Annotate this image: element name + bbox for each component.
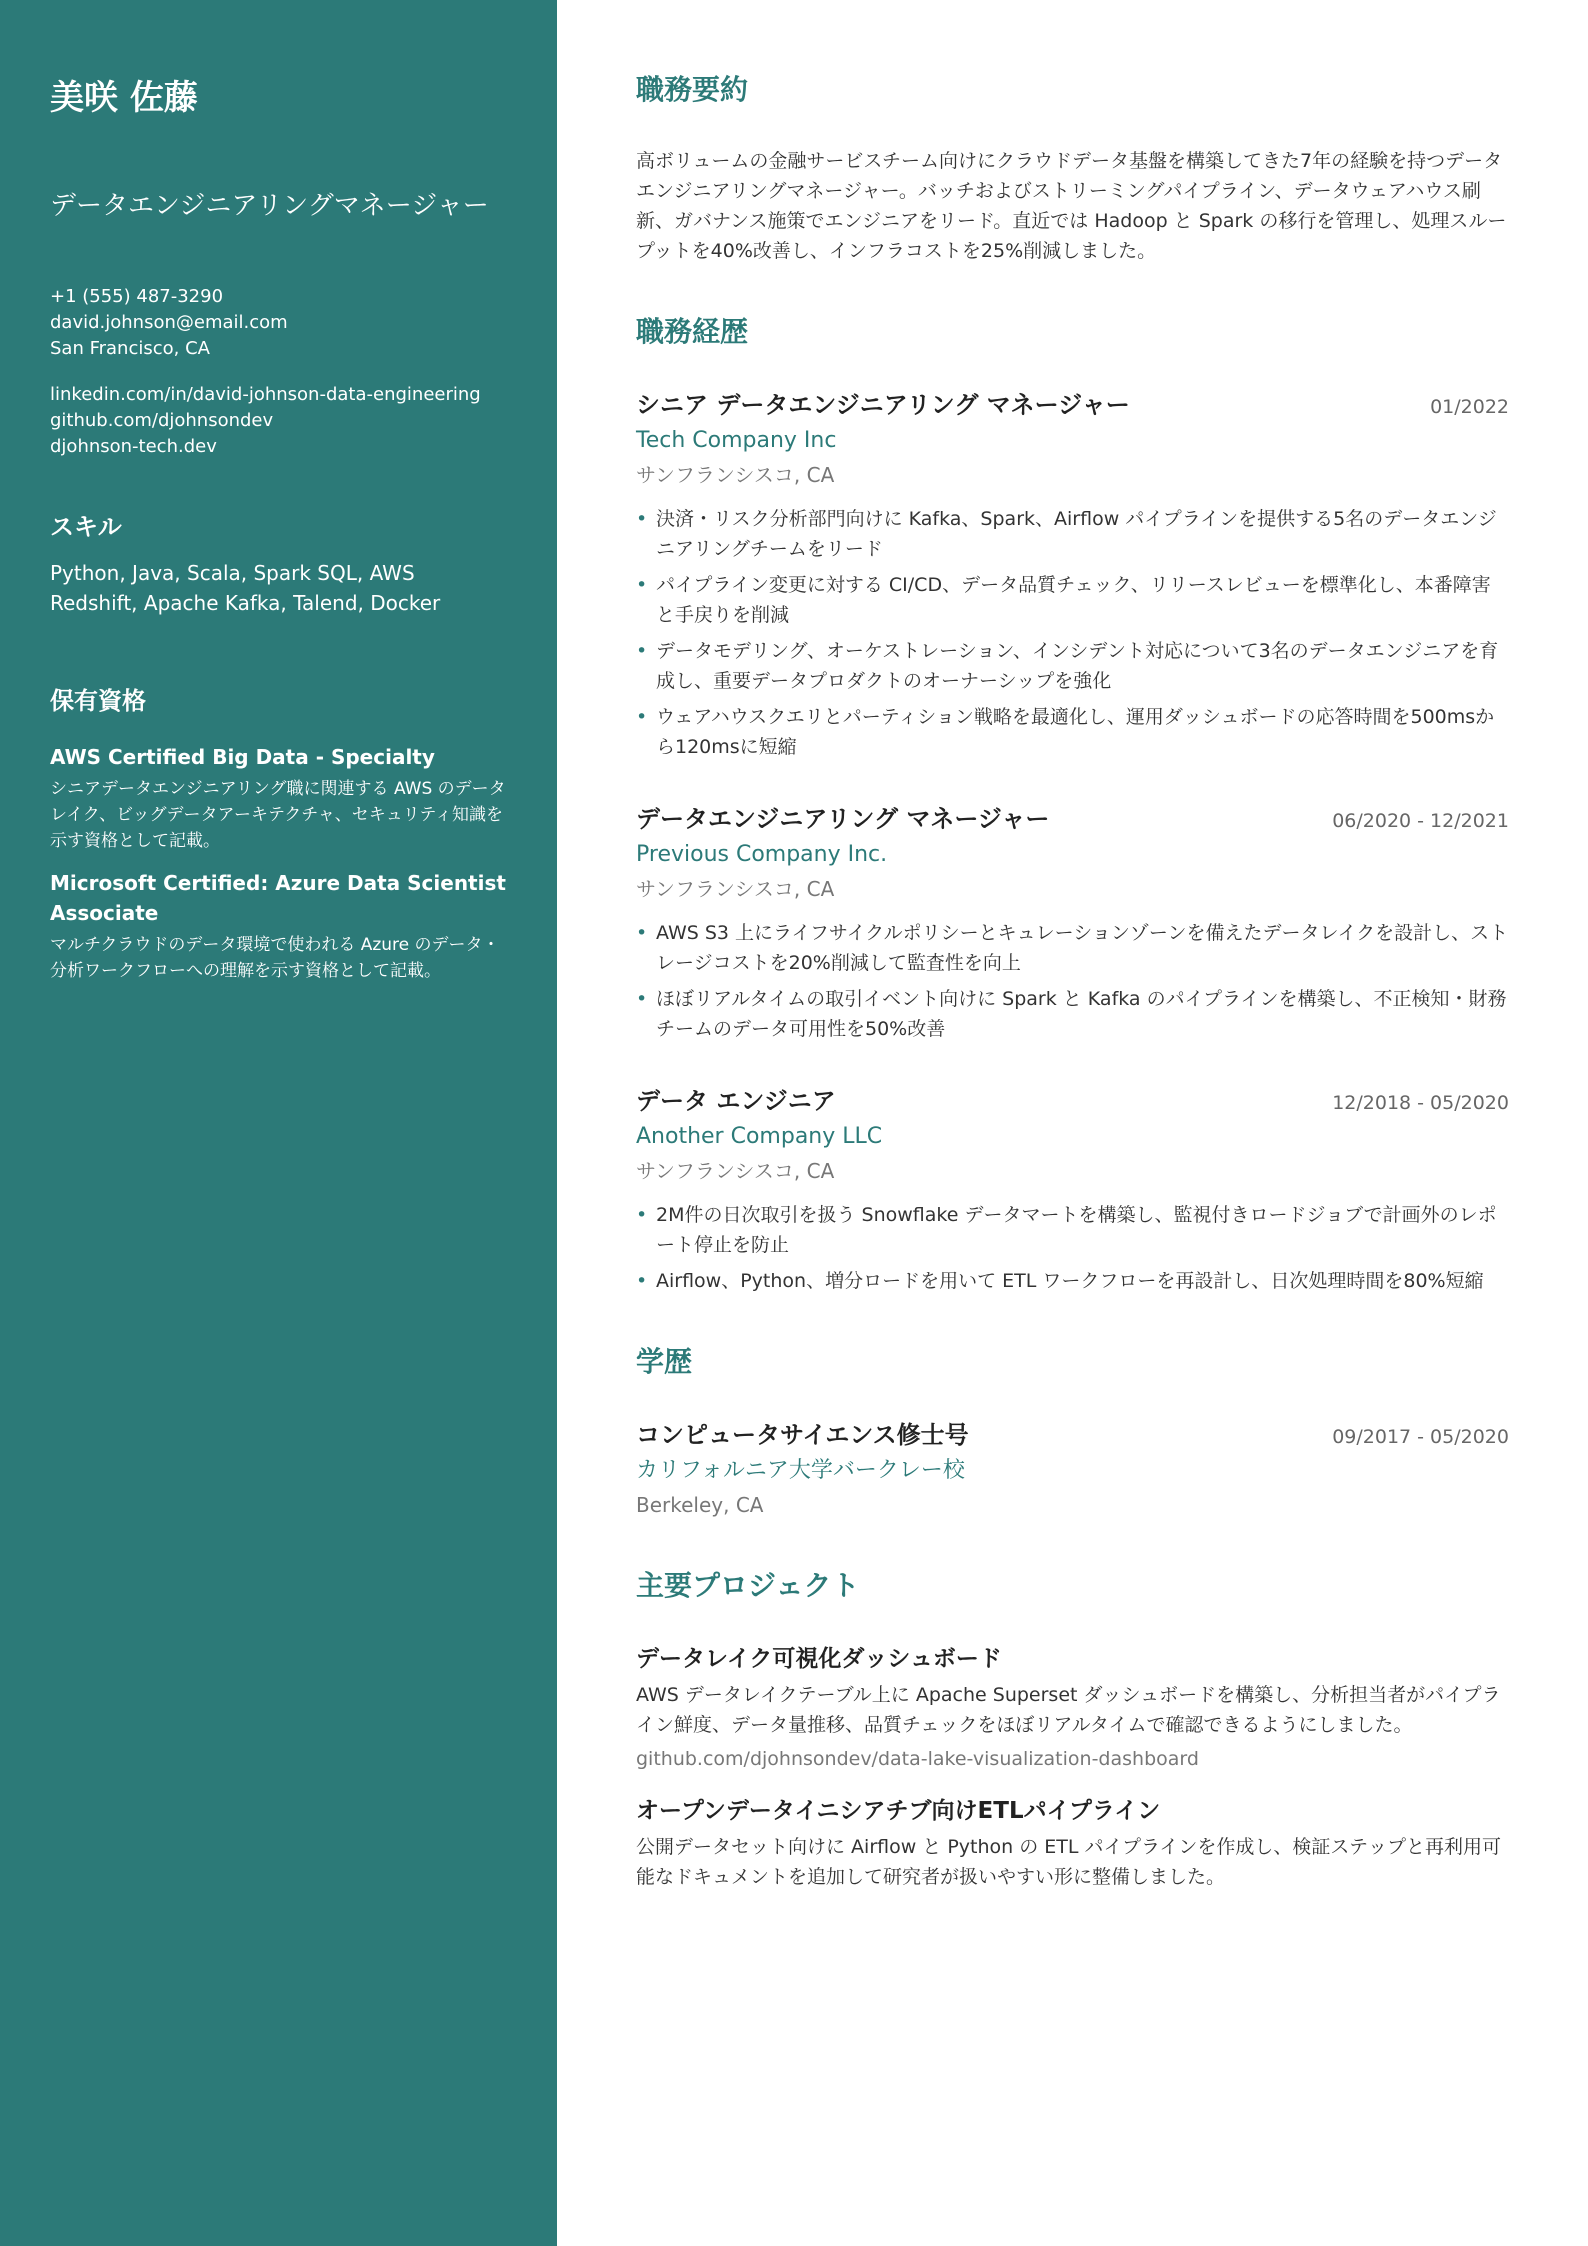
- list-item: • ウェアハウスクエリとパーティション戦略を最適化し、運用ダッシュボードの応答時間を500msから120msに短縮: [636, 702, 1509, 762]
- list-item: • 決済・リスク分析部門向けに Kafka、Spark、Airflow パイプラインを提供する5名のデータエンジニアリングチームをリード: [636, 504, 1509, 564]
- skills-list: Python, Java, Scala, Spark SQL, AWS Redshift, Apache Kafka, Talend, Docker: [50, 561, 441, 615]
- links-block: [50, 382, 507, 460]
- list-item: • 2M件の日次取引を扱う Snowflake データマートを構築し、監視付きロードジョブで計画外のレポート停止を防止: [636, 1200, 1509, 1260]
- summary-text: 高ボリュームの金融サービスチーム向けにクラウドデータ基盤を構築してきた7年の経験を持つデータエンジニアリングマネージャー。バッチおよびストリーミングパイプライン、データウェアハウス刷新、ガバナンス施策でエンジニアをリード。直近では Hadoop と Spark の移行を管理し、処理スループットを40%改善し、インフラコストを25%削減しました。: [636, 150, 1507, 262]
- cert-desc: シニアデータエンジニアリング職に関連する AWS のデータレイク、ビッグデータアーキテクチャ、セキュリティ知識を示す資格として記載。: [50, 779, 506, 851]
- location: San Francisco, CA: [50, 338, 210, 359]
- candidate-name: 美咲 佐藤: [50, 78, 198, 118]
- cert-title: Microsoft Certified: Azure Data Scientist Associate: [50, 871, 506, 925]
- phone: +1 (555) 487-3290: [50, 286, 224, 307]
- project-desc: 公開データセット向けに Airflow と Python の ETL パイプラインを作成し、検証ステップと再利用可能なドキュメントを追加して研究者が扱いやすい形に整備しました。: [636, 1836, 1501, 1888]
- education-heading: 学歴: [636, 1345, 693, 1378]
- list-item: • AWS S3 上にライフサイクルポリシーとキュレーションゾーンを備えたデータレイクを設計し、ストレージコストを20%削減して監査性を向上: [636, 918, 1509, 978]
- school: カリフォルニア大学バークレー校: [636, 1458, 965, 1483]
- cert-item: [50, 742, 507, 854]
- project-title: オープンデータイニシアチブ向けETLパイプライン: [636, 1798, 1161, 1824]
- sidebar: [0, 0, 557, 2246]
- email: david.johnson@email.com: [50, 312, 288, 333]
- project-entry: [636, 1642, 1509, 1774]
- job-entry: [636, 1084, 1509, 1296]
- job-title: シニア データエンジニアリング マネージャー: [636, 391, 1130, 419]
- website-link[interactable]: djohnson-tech.dev: [50, 436, 217, 457]
- cert-desc: マルチクラウドのデータ環境で使われる Azure のデータ・分析ワークフローへの理解を示す資格として記載。: [50, 935, 500, 981]
- job-location: サンフランシスコ, CA: [636, 1159, 835, 1183]
- job-company: Another Company LLC: [636, 1124, 883, 1149]
- project-title: データレイク可視化ダッシュボード: [636, 1646, 1002, 1672]
- main-content: [636, 70, 1509, 1892]
- degree: コンピュータサイエンス修士号: [636, 1421, 969, 1449]
- contact-block: [50, 284, 507, 362]
- linkedin-link[interactable]: linkedin.com/in/david-johnson-data-engineering: [50, 384, 481, 405]
- job-company: Tech Company Inc: [636, 428, 837, 453]
- job-title: データ エンジニア: [636, 1087, 836, 1115]
- cert-title: AWS Certified Big Data - Specialty: [50, 745, 435, 769]
- cert-item: [50, 868, 507, 984]
- education-entry: [636, 1418, 1509, 1520]
- job-company: Previous Company Inc.: [636, 842, 888, 867]
- list-item: • ほぼリアルタイムの取引イベント向けに Spark と Kafka のパイプラインを構築し、不正検知・財務チームのデータ可用性を50%改善: [636, 984, 1509, 1044]
- list-item: • パイプライン変更に対する CI/CD、データ品質チェック、リリースレビューを標準化し、本番障害と手戻りを削減: [636, 570, 1509, 630]
- summary-heading: 職務要約: [636, 73, 749, 106]
- project-entry: [636, 1794, 1509, 1892]
- job-date: 12/2018 - 05/2020: [1332, 1092, 1509, 1114]
- job-bullets: [636, 504, 1509, 762]
- job-location: サンフランシスコ, CA: [636, 877, 835, 901]
- school-location: Berkeley, CA: [636, 1493, 764, 1517]
- job-date: 01/2022: [1430, 396, 1509, 418]
- project-desc: AWS データレイクテーブル上に Apache Superset ダッシュボードを構築し、分析担当者がパイプライン鮮度、データ量推移、品質チェックをほぼリアルタイムで確認できるようにしました。: [636, 1684, 1501, 1736]
- certs-heading: 保有資格: [50, 687, 146, 715]
- candidate-role: データエンジニアリングマネージャー: [50, 191, 489, 221]
- job-title: データエンジニアリング マネージャー: [636, 805, 1050, 833]
- skills-heading: スキル: [50, 513, 122, 541]
- job-location: サンフランシスコ, CA: [636, 463, 835, 487]
- job-date: 06/2020 - 12/2021: [1332, 810, 1509, 832]
- job-entry: [636, 802, 1509, 1044]
- list-item: • Airflow、Python、増分ロードを用いて ETL ワークフローを再設計し、日次処理時間を80%短縮: [636, 1266, 1509, 1296]
- projects-heading: 主要プロジェクト: [636, 1569, 860, 1602]
- education-date: 09/2017 - 05/2020: [1332, 1426, 1509, 1448]
- job-bullets: [636, 918, 1509, 1044]
- job-entry: [636, 388, 1509, 762]
- github-link[interactable]: github.com/djohnsondev: [50, 410, 274, 431]
- project-link[interactable]: github.com/djohnsondev/data-lake-visualization-dashboard: [636, 1748, 1199, 1770]
- list-item: • データモデリング、オーケストレーション、インシデント対応について3名のデータエンジニアを育成し、重要データプロダクトのオーナーシップを強化: [636, 636, 1509, 696]
- job-bullets: [636, 1200, 1509, 1296]
- experience-heading: 職務経歴: [636, 315, 749, 348]
